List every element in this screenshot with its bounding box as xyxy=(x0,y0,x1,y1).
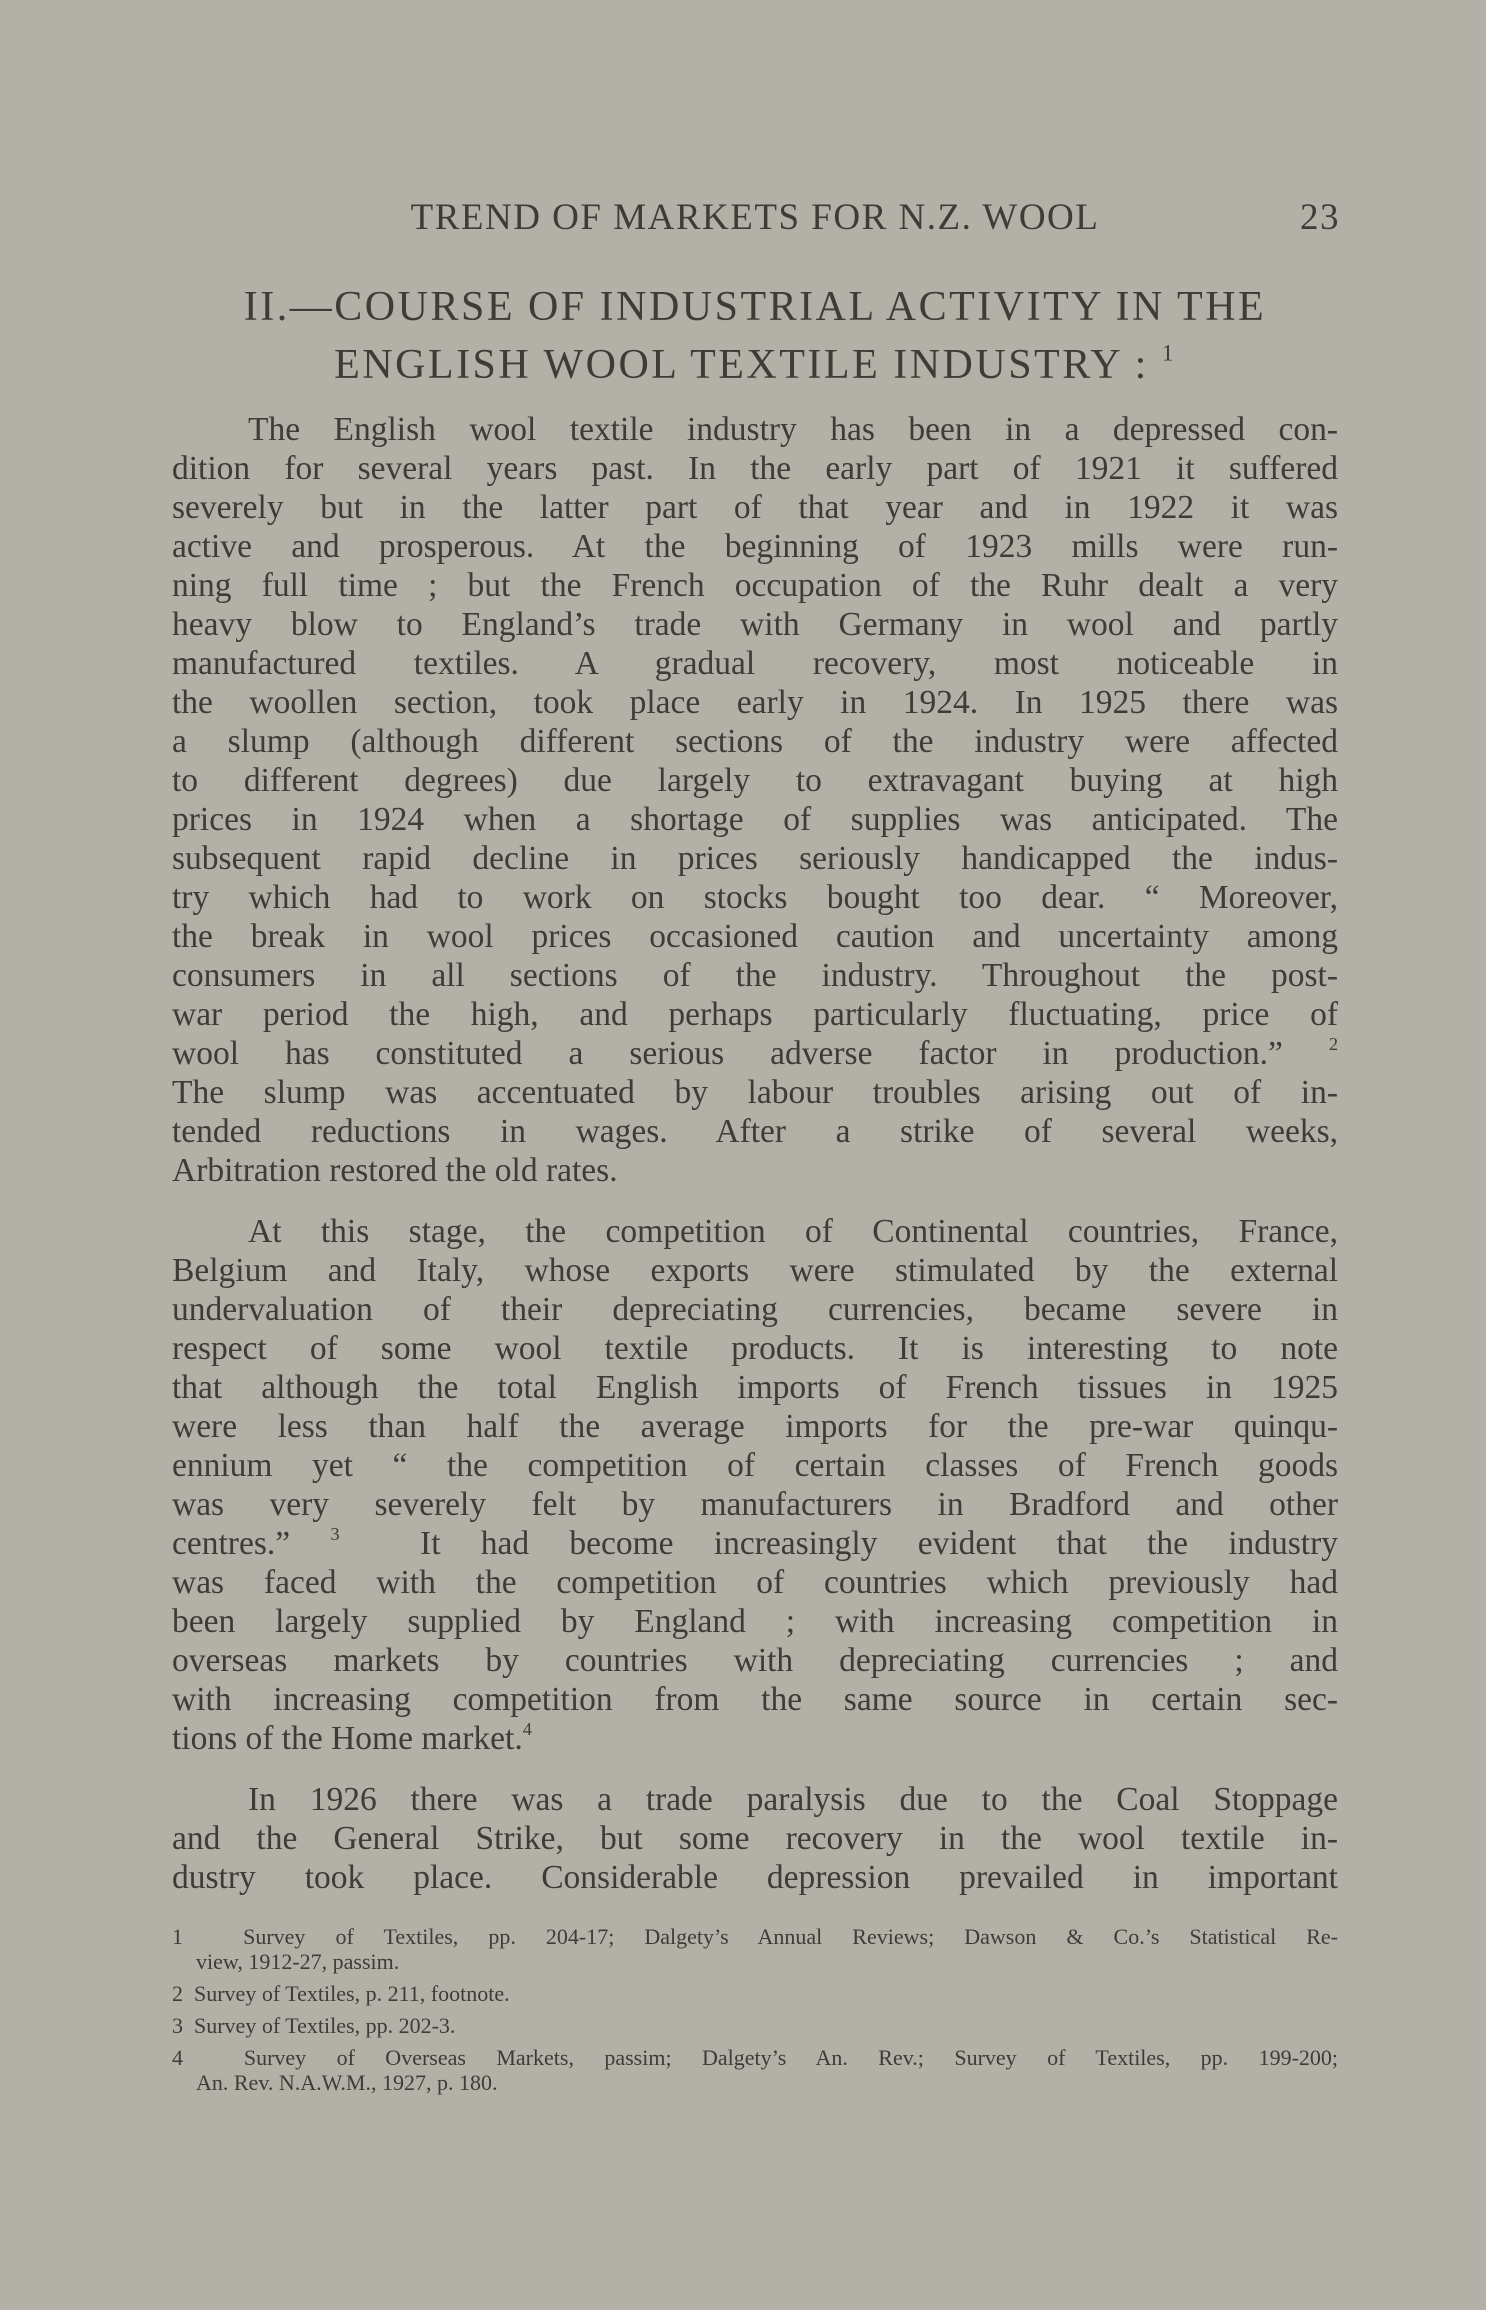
text-line: tions of the Home market. xyxy=(172,1720,523,1757)
text-line: consumers in all sections of the industry. Throughout the post- xyxy=(172,957,1338,994)
footnote-text: Survey of Textiles, pp. 204-17; Dalgety’s Annual Reviews; Dawson & Co.’s Statistical Re- xyxy=(243,1924,1339,1949)
text-line: wool has constituted a serious adverse factor in production.” xyxy=(172,1035,1283,1072)
footnote-number: 1 xyxy=(172,1924,183,1949)
text-line-with-note xyxy=(172,1719,1338,1758)
footnote-line xyxy=(172,1924,1338,1949)
footnote-ref: 4 xyxy=(522,1719,532,1740)
text-line: with increasing competition from the same source in certain sec- xyxy=(172,1681,1338,1718)
footnote-2 xyxy=(172,1981,1338,2006)
text-line: to different degrees) due largely to extravagant buying at high xyxy=(172,762,1338,799)
text-line-with-note xyxy=(172,1034,1338,1073)
text-line: respect of some wool textile products. It is interesting to note xyxy=(172,1330,1338,1367)
footnote-text: Survey of Overseas Markets, passim; Dalgety’s An. Rev.; Survey of Textiles, pp. 199-200; xyxy=(243,2045,1339,2070)
paragraph-3 xyxy=(172,1780,1338,1897)
text-line: been largely supplied by England ; with increasing competition in xyxy=(172,1603,1338,1640)
text-line: a slump (although different sections of the industry were affected xyxy=(172,723,1338,760)
footnote-ref: 3 xyxy=(330,1524,340,1545)
footnote-ref: 1 xyxy=(1161,339,1176,366)
footnote-line xyxy=(172,2013,1338,2038)
footnote-text: Survey of Textiles, p. 211, footnote. xyxy=(194,1981,510,2006)
section-title-line-2-text: ENGLISH WOOL TEXTILE INDUSTRY : xyxy=(334,342,1149,388)
text-line: ning full time ; but the French occupation of the Ruhr dealt a very xyxy=(172,567,1338,604)
footnote-3 xyxy=(172,2013,1338,2038)
running-head xyxy=(170,196,1340,248)
text-line: The slump was accentuated by labour troubles arising out of in- xyxy=(172,1074,1338,1111)
text-line: In 1926 there was a trade paralysis due to the Coal Stoppage xyxy=(248,1781,1338,1818)
text-line: try which had to work on stocks bought too dear. “ Moreover, xyxy=(172,879,1338,916)
text-line: that although the total English imports of French tissues in 1925 xyxy=(172,1369,1338,1406)
text-line: undervaluation of their depreciating currencies, became severe in xyxy=(172,1291,1338,1328)
text-line: ennium yet “ the competition of certain classes of French goods xyxy=(172,1447,1338,1484)
text-line: At this stage, the competition of Continental countries, France, xyxy=(248,1213,1338,1250)
text-line: dition for several years past. In the early part of 1921 it suffered xyxy=(172,450,1338,487)
section-title-line-1: II.—COURSE OF INDUSTRIAL ACTIVITY IN THE xyxy=(243,284,1267,330)
text-line: It had become increasingly evident that the industry xyxy=(420,1525,1339,1562)
text-line: severely but in the latter part of that year and in 1922 it was xyxy=(172,489,1338,526)
footnote-1 xyxy=(172,1924,1338,1974)
text-line: dustry took place. Considerable depression prevailed in important xyxy=(172,1859,1338,1896)
footnote-text: Survey of Textiles, pp. 202-3. xyxy=(194,2013,456,2038)
text-line: active and prosperous. At the beginning of 1923 mills were run- xyxy=(172,528,1338,565)
text-line: overseas markets by countries with depreciating currencies ; and xyxy=(172,1642,1338,1679)
text-line: manufactured textiles. A gradual recovery, most noticeable in xyxy=(172,645,1338,682)
footnote-4 xyxy=(172,2045,1338,2095)
text-line: was very severely felt by manufacturers in Bradford and other xyxy=(172,1486,1338,1523)
text-line: the break in wool prices occasioned caution and uncertainty among xyxy=(172,918,1338,955)
footnote-line xyxy=(172,2045,1338,2070)
footnote-number: 4 xyxy=(172,2045,183,2070)
text-line: were less than half the average imports for the pre-war quinqu- xyxy=(172,1408,1338,1445)
text-line: was faced with the competition of countries which previously had xyxy=(172,1564,1338,1601)
text-line: Arbitration restored the old rates. xyxy=(172,1152,618,1189)
text-line: prices in 1924 when a shortage of supplies was anticipated. The xyxy=(172,801,1338,838)
footnote-line: view, 1912-27, passim. xyxy=(196,1949,400,1974)
footnotes xyxy=(172,1924,1338,2102)
section-title xyxy=(170,278,1340,394)
paragraph-1 xyxy=(172,410,1338,1190)
text-line: subsequent rapid decline in prices seriously handicapped the indus- xyxy=(172,840,1338,877)
text-line: tended reductions in wages. After a strike of several weeks, xyxy=(172,1113,1338,1150)
section-title-line-2 xyxy=(170,336,1340,394)
text-line: centres.” xyxy=(172,1525,291,1562)
footnote-line: An. Rev. N.A.W.M., 1927, p. 180. xyxy=(196,2070,498,2095)
page-number: 23 xyxy=(1300,197,1340,238)
footnote-line xyxy=(172,1981,1338,2006)
text-line: war period the high, and perhaps particularly fluctuating, price of xyxy=(172,996,1338,1033)
text-line: the woollen section, took place early in 1924. In 1925 there was xyxy=(172,684,1338,721)
text-line-with-note xyxy=(172,1524,1338,1563)
text-line: and the General Strike, but some recovery in the wool textile in- xyxy=(172,1820,1338,1857)
text-line: Belgium and Italy, whose exports were stimulated by the external xyxy=(172,1252,1338,1289)
text-line: heavy blow to England’s trade with Germany in wool and partly xyxy=(172,606,1338,643)
running-title: TREND OF MARKETS FOR N.Z. WOOL xyxy=(410,197,1100,238)
footnote-number: 2 xyxy=(172,1981,183,2006)
footnote-ref: 2 xyxy=(1328,1034,1339,1055)
paragraph-2 xyxy=(172,1212,1338,1758)
text-line: The English wool textile industry has been in a depressed con- xyxy=(248,411,1338,448)
footnote-number: 3 xyxy=(172,2013,183,2038)
